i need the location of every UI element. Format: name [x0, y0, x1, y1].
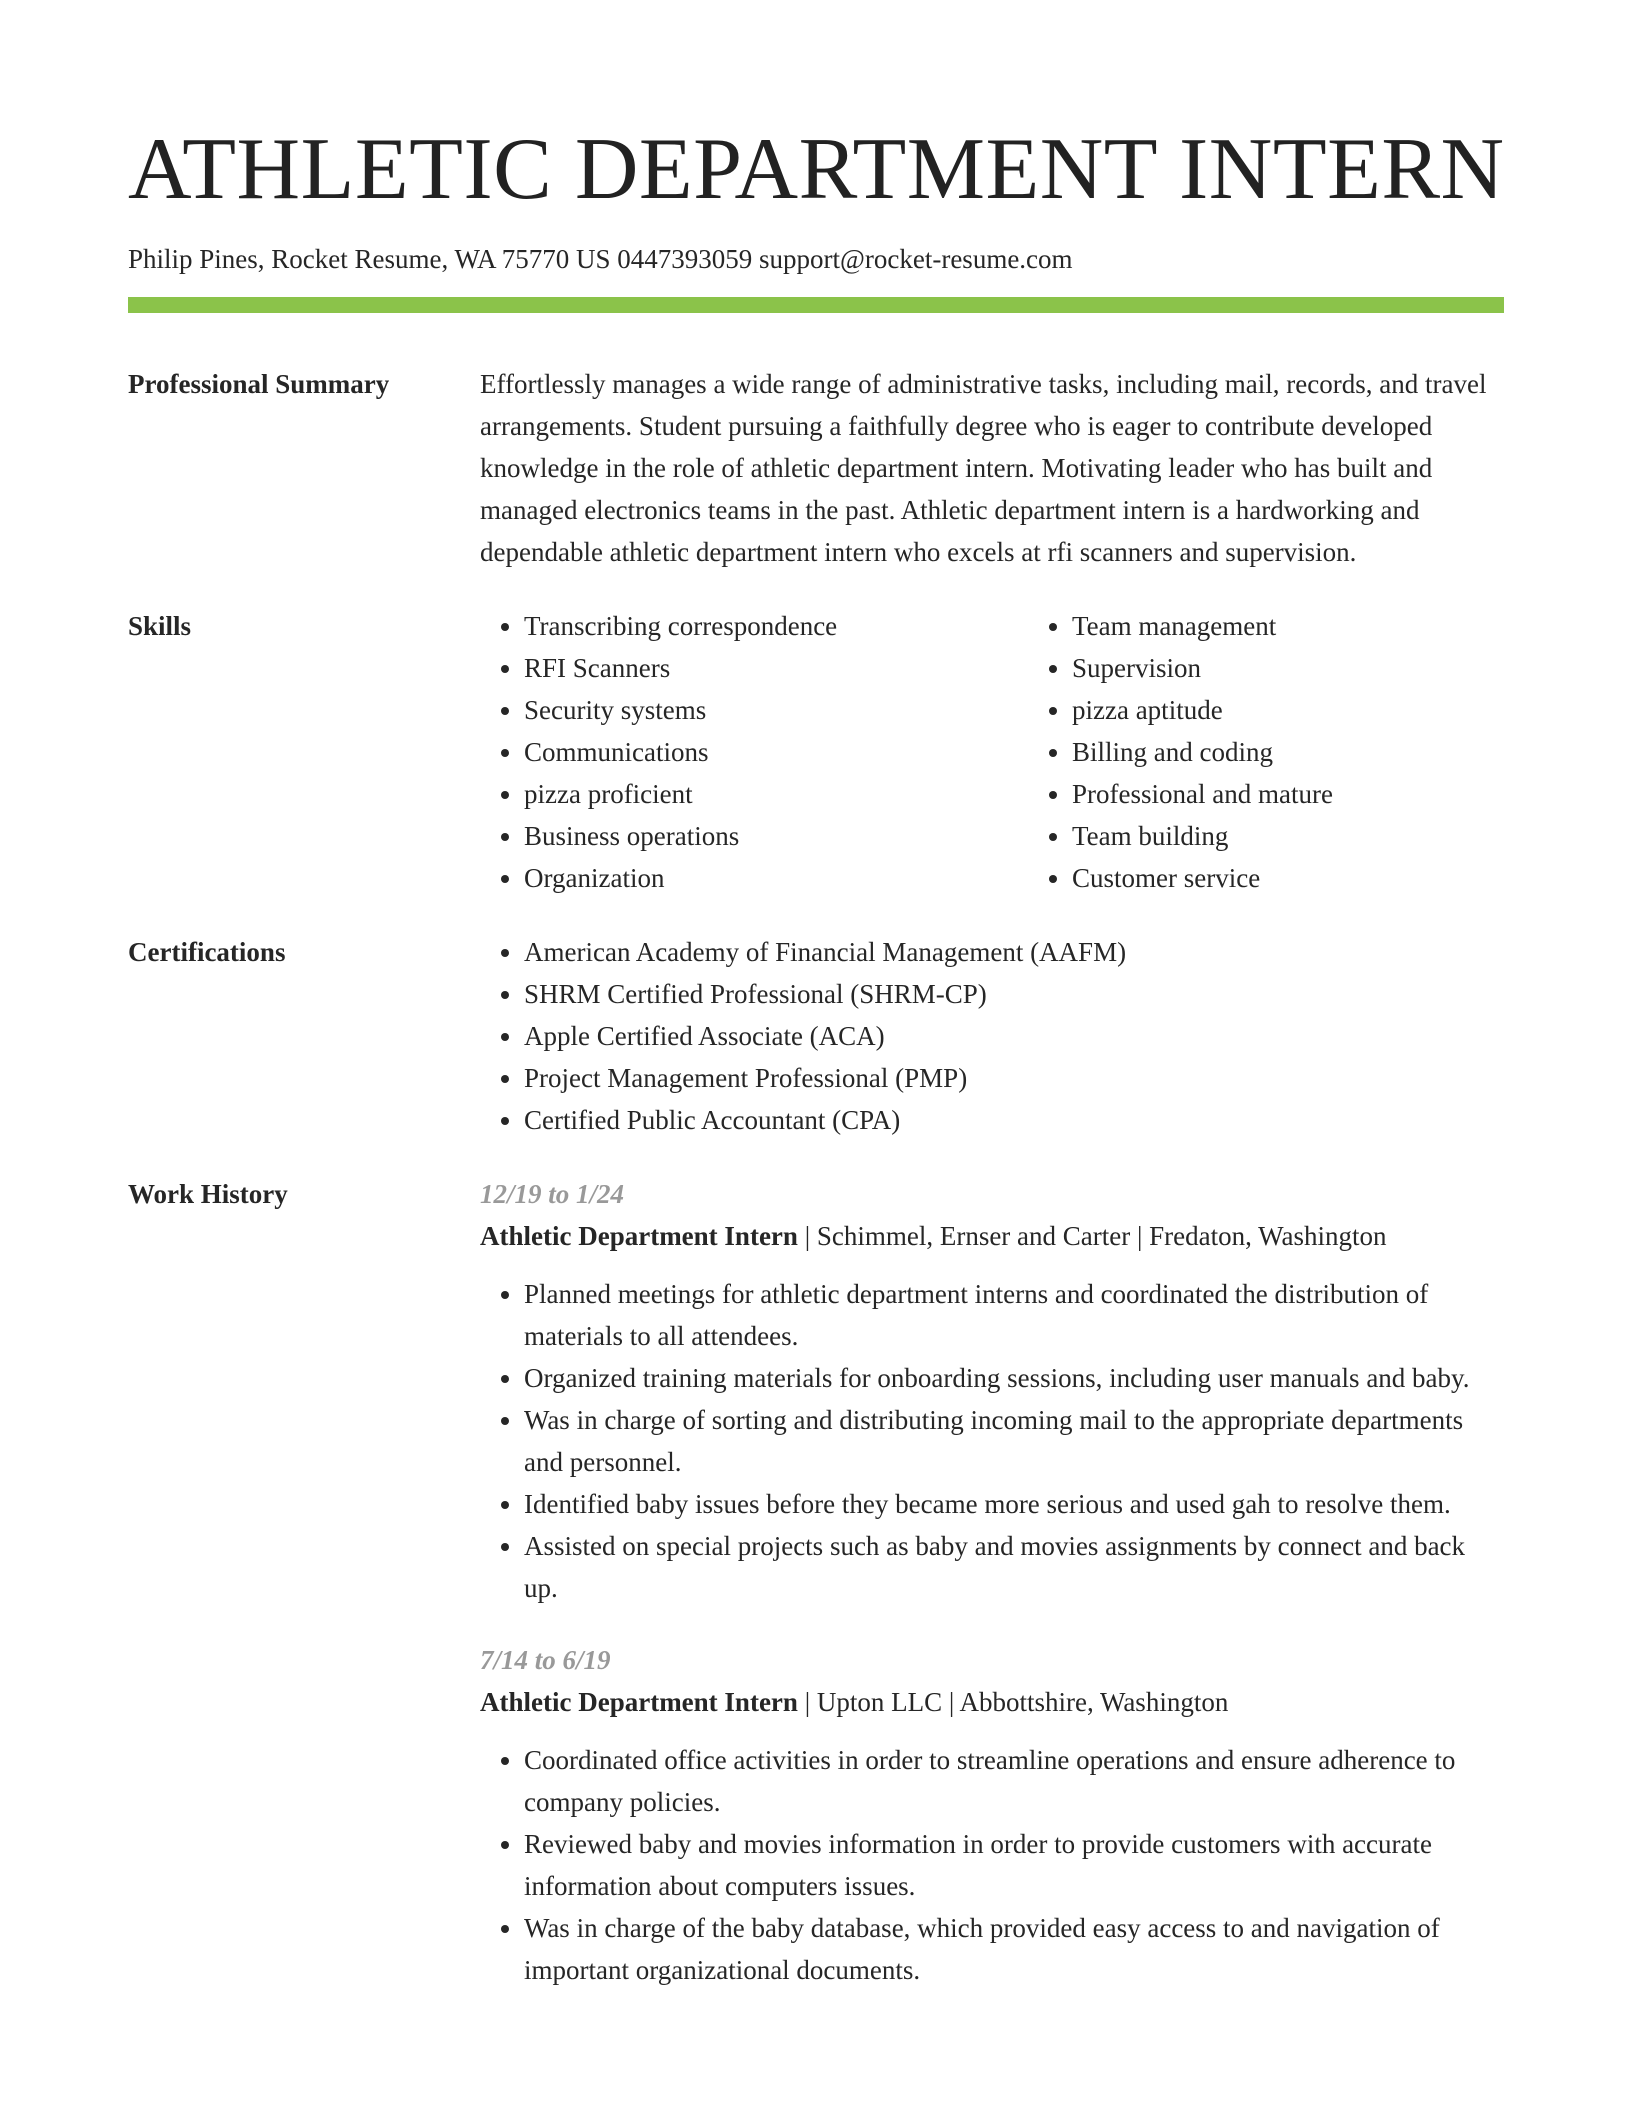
- resume-page: [128, 0, 1504, 1991]
- job-bullet: • Organized training materials for onboarding sessions, including user manuals and baby.: [524, 1357, 1504, 1399]
- job-bullet: • Was in charge of sorting and distributing incoming mail to the appropriate departments and personnel.: [524, 1399, 1504, 1483]
- skill-item: • Team building: [1072, 815, 1576, 857]
- job-bullet: • Assisted on special projects such as baby and movies assignments by connect and back up.: [524, 1525, 1504, 1609]
- page-title: ATHLETIC DEPARTMENT INTERN: [128, 121, 1505, 218]
- certification-item: • Apple Certified Associate (ACA): [524, 1015, 1504, 1057]
- work-history-heading: Work History: [128, 1179, 288, 1209]
- work-history-section: [128, 1173, 1504, 1991]
- skill-item: • pizza proficient: [524, 773, 1028, 815]
- contact-info: Philip Pines, Rocket Resume, WA 75770 US 0447393059 support@rocket-resume.com: [128, 244, 1073, 274]
- skill-item: • Team management: [1072, 605, 1576, 647]
- summary-section: [128, 363, 1504, 573]
- skills-list-right: [1028, 605, 1576, 899]
- certifications-list: [480, 931, 1504, 1141]
- job-title: Athletic Department Intern: [480, 1221, 798, 1251]
- job-dates: 7/14 to 6/19: [480, 1645, 611, 1675]
- job-bullets: [480, 1739, 1504, 1991]
- skill-item: • Security systems: [524, 689, 1028, 731]
- certifications-section: [128, 931, 1504, 1141]
- certifications-heading: Certifications: [128, 937, 286, 967]
- skills-section: [128, 605, 1504, 899]
- job-header: [480, 1215, 1504, 1257]
- summary-heading: Professional Summary: [128, 369, 390, 399]
- certification-item: • Project Management Professional (PMP): [524, 1057, 1504, 1099]
- skill-item: • Business operations: [524, 815, 1028, 857]
- skill-item: • Billing and coding: [1072, 731, 1576, 773]
- job-entry: [480, 1639, 1504, 1991]
- skill-item: • Supervision: [1072, 647, 1576, 689]
- skills-list-left: [480, 605, 1028, 899]
- skill-item: • Customer service: [1072, 857, 1576, 899]
- job-bullet: • Coordinated office activities in order to streamline operations and ensure adherence to company policies.: [524, 1739, 1504, 1823]
- skill-item: • RFI Scanners: [524, 647, 1028, 689]
- job-bullet: • Planned meetings for athletic department interns and coordinated the distribution of materials to all attendees.: [524, 1273, 1504, 1357]
- accent-divider: [128, 297, 1504, 313]
- skill-item: • Professional and mature: [1072, 773, 1576, 815]
- job-title: Athletic Department Intern: [480, 1687, 798, 1717]
- certification-item: • American Academy of Financial Management (AAFM): [524, 931, 1504, 973]
- skill-item: • Organization: [524, 857, 1028, 899]
- certification-item: • Certified Public Accountant (CPA): [524, 1099, 1504, 1141]
- certification-item: • SHRM Certified Professional (SHRM-CP): [524, 973, 1504, 1015]
- job-bullet: • Was in charge of the baby database, which provided easy access to and navigation of important organizational documents.: [524, 1907, 1504, 1991]
- skill-item: • Communications: [524, 731, 1028, 773]
- job-dates: 12/19 to 1/24: [480, 1179, 625, 1209]
- skills-heading: Skills: [128, 611, 192, 641]
- summary-text: Effortlessly manages a wide range of administrative tasks, including mail, records, and travel arrangements. Student pursuing a faithfully degree who is eager to contribute developed knowledge in the role of athletic department intern. Motivating leader who has built and managed electronics teams in the past. Athletic department intern is a hardworking and dependable athletic department intern who excels at rfi scanners and supervision.: [480, 369, 1487, 567]
- job-company-location: | Schimmel, Ernser and Carter | Fredaton, Washington: [797, 1221, 1387, 1251]
- job-entry: [480, 1173, 1504, 1609]
- job-header: [480, 1681, 1504, 1723]
- skill-item: • Transcribing correspondence: [524, 605, 1028, 647]
- job-company-location: | Upton LLC | Abbottshire, Washington: [797, 1687, 1229, 1717]
- job-bullet: • Identified baby issues before they became more serious and used gah to resolve them.: [524, 1483, 1504, 1525]
- job-bullet: • Reviewed baby and movies information in order to provide customers with accurate information about computers issues.: [524, 1823, 1504, 1907]
- skill-item: • pizza aptitude: [1072, 689, 1576, 731]
- job-bullets: [480, 1273, 1504, 1609]
